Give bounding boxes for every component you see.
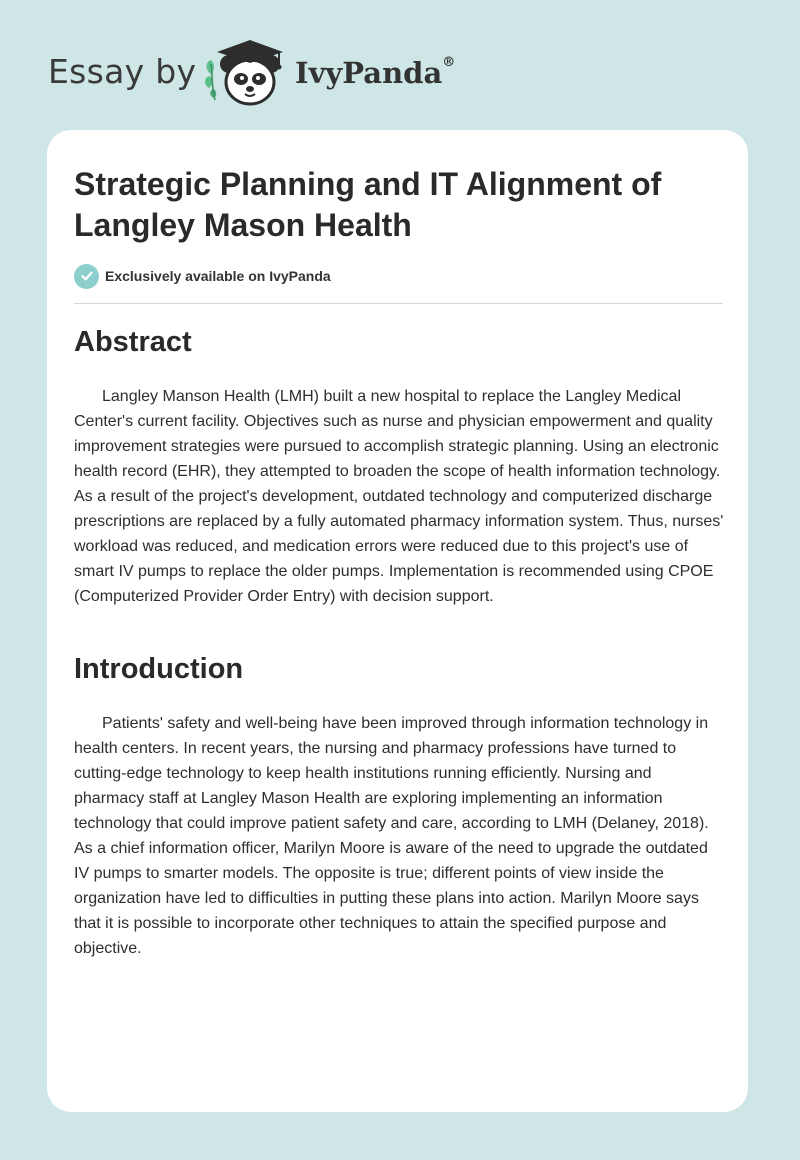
check-icon xyxy=(74,264,99,289)
divider xyxy=(74,303,723,304)
essay-by-label: Essay by xyxy=(48,52,197,91)
registered-mark: ® xyxy=(442,55,456,71)
section-heading-introduction: Introduction xyxy=(74,653,244,685)
site-header xyxy=(48,34,508,114)
brand-name-text: IvyPanda xyxy=(295,56,443,90)
panda-graduate-icon[interactable] xyxy=(201,34,291,108)
article-card xyxy=(47,130,748,1112)
exclusive-badge-label: Exclusively available on IvyPanda xyxy=(105,268,331,284)
introduction-paragraph: Patients' safety and well-being have been improved through information technology in health centers. In recent years, the nursing and pharmacy professions have turned to cutting-edge technology to keep health institutions running efficiently. Nursing and pharmacy staff at Langley Mason Health are exploring implementing an information technology that could improve patient safety and care, according to LMH (Delaney, 2018). As a chief information officer, Marilyn Moore is aware of the need to upgrade the outdated IV pumps to smarter models. The opposite is true; different points of view inside the organization have led to difficulties in putting these plans into action. Marilyn Moore says that it is possible to incorporate other techniques to attain the specified purpose and objective. xyxy=(74,715,709,957)
section-heading-abstract: Abstract xyxy=(74,326,192,358)
brand-name[interactable] xyxy=(295,56,455,90)
exclusive-badge xyxy=(74,263,331,289)
page-title: Strategic Planning and IT Alignment of Langley Mason Health xyxy=(74,166,662,243)
abstract-paragraph: Langley Manson Health (LMH) built a new hospital to replace the Langley Medical Center's current facility. Objectives such as nurse and physician empowerment and quality improvement strategies were pursued to accomplish strategic planning. Using an electronic health record (EHR), they attempted to broaden the scope of health information technology. As a result of the project's development, outdated technology and computerized discharge prescriptions are replaced by a fully automated pharmacy information system. Thus, nurses' workload was reduced, and medication errors were reduced due to this project's use of smart IV pumps to replace the older pumps. Implementation is recommended using CPOE (Computerized Provider Order Entry) with decision support. xyxy=(74,388,724,605)
